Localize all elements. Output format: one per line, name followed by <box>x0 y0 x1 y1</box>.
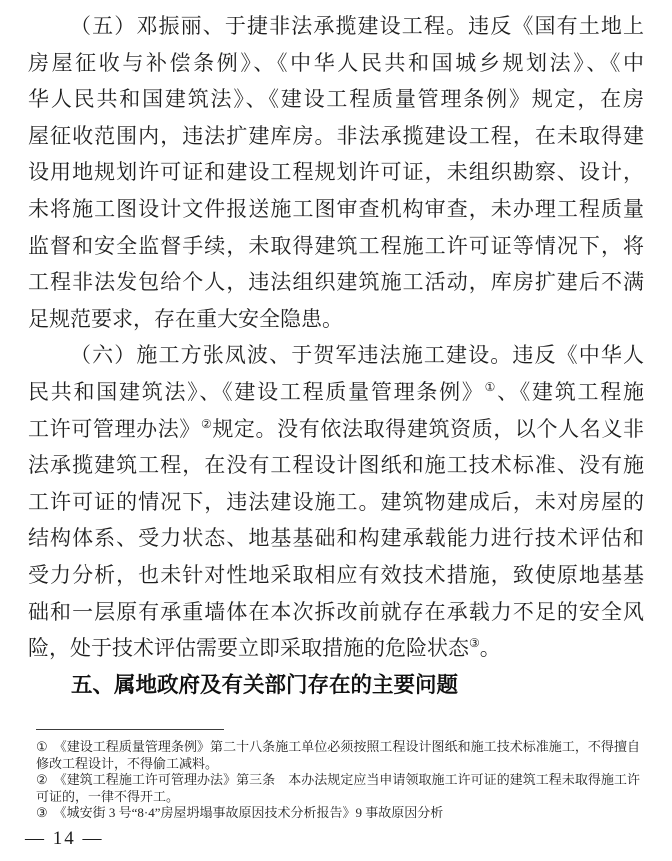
text-segment: （五）邓振丽、于捷非法承揽建设工程。违反《国有土地上 <box>70 14 644 38</box>
body-line <box>28 191 644 228</box>
text-segment: 、《建筑工程施 <box>497 379 645 404</box>
text-segment: 工许可管理办法》 <box>28 416 201 441</box>
text-segment: 。 <box>479 636 501 661</box>
body-line <box>28 154 644 191</box>
body-line <box>28 484 644 521</box>
text-segment: 设用地规划许可证和建设工程规划许可证，未组织勘察、设计， <box>28 160 644 185</box>
footnote-marker: ③ <box>36 805 48 820</box>
footnote-item <box>36 772 640 805</box>
text-segment: 足规范要求，存在重大安全隐患。 <box>28 306 343 331</box>
body-line <box>28 520 644 557</box>
text-segment: 工许可证的情况下，违法建设施工。建筑物建成后，未对房屋的 <box>28 489 644 514</box>
text-segment: 法承揽建筑工程，在没有工程设计图纸和施工技术标准、没有施 <box>28 453 644 478</box>
body-line <box>28 374 644 411</box>
text-segment: 房屋征收与补偿条例》、《中华人民共和国城乡规划法》、《中 <box>28 50 644 75</box>
footnote-list <box>36 739 640 822</box>
footnote-separator <box>36 729 224 730</box>
body-line <box>28 630 644 667</box>
text-segment: （六）施工方张凤波、于贺军违法施工建设。违反《中华人 <box>70 343 644 368</box>
text-segment: 华人民共和国建筑法》、《建设工程质量管理条例》规定，在房 <box>28 87 644 112</box>
footnote-ref: ③ <box>469 636 480 651</box>
body-line <box>28 447 644 484</box>
body-line <box>28 8 644 45</box>
text-segment: 民共和国建筑法》、《建设工程质量管理条例》 <box>28 379 485 404</box>
body-line <box>28 264 644 301</box>
footnote-item <box>36 739 640 772</box>
text-segment: 结构体系、受力状态、地基基础和构建承载能力进行技术评估和 <box>28 526 644 551</box>
body-line <box>28 45 644 82</box>
body-line <box>28 301 644 338</box>
footnote-marker: ① <box>36 739 48 754</box>
body-line <box>28 557 644 594</box>
footnote-ref: ① <box>484 379 498 394</box>
text-segment: 工程非法发包给个人，违法组织建筑施工活动，库房扩建后不满 <box>28 270 644 295</box>
footnote-text: 《建设工程质量管理条例》第二十八条施工单位必须按照工程设计图纸和施工技术标准施工，不得擅自修改工程设计，不得偷工减料。 <box>36 739 640 771</box>
body-line <box>28 81 644 118</box>
text-segment: 受力分析，也未针对性地采取相应有效技术措施，致使原地基基 <box>28 562 644 587</box>
text-segment: 未将施工图设计文件报送施工图审查机构审查，未办理工程质量 <box>28 196 644 221</box>
body-line <box>28 118 644 155</box>
text-segment: 规定。没有依法取得建筑资质，以个人名义非 <box>212 416 645 441</box>
footnote-ref: ② <box>200 416 213 431</box>
body-line <box>28 594 644 631</box>
footnote-item <box>36 805 640 822</box>
footnote-marker: ② <box>36 772 48 787</box>
text-segment: 监督和安全监督手续，未取得建筑工程施工许可证等情况下，将 <box>28 233 644 258</box>
body-text <box>28 8 644 703</box>
text-segment: 险，处于技术评估需要立即采取措施的危险状态 <box>28 636 469 661</box>
body-line <box>28 337 644 374</box>
footnote-text: 《城安街 3 号“8·4”房屋坍塌事故原因技术分析报告》9 事故原因分析 <box>53 805 444 820</box>
footnotes <box>36 729 640 822</box>
paragraph <box>28 337 644 666</box>
section-heading: 五、属地政府及有关部门存在的主要问题 <box>71 672 459 697</box>
footnote-text: 《建筑工程施工许可管理办法》第三条 本办法规定应当申请领取施工许可证的建筑工程未取得施工许可证的，一律不得开工。 <box>36 772 640 804</box>
body-line <box>28 228 644 265</box>
body-line <box>28 411 644 448</box>
text-segment: 屋征收范围内，违法扩建库房。非法承揽建设工程，在未取得建 <box>28 123 644 148</box>
text-segment: 础和一层原有承重墙体在本次拆改前就存在承载力不足的安全风 <box>28 599 644 624</box>
paragraphs <box>28 8 644 667</box>
paragraph <box>28 8 644 337</box>
page-number: — 14 — <box>25 828 104 849</box>
